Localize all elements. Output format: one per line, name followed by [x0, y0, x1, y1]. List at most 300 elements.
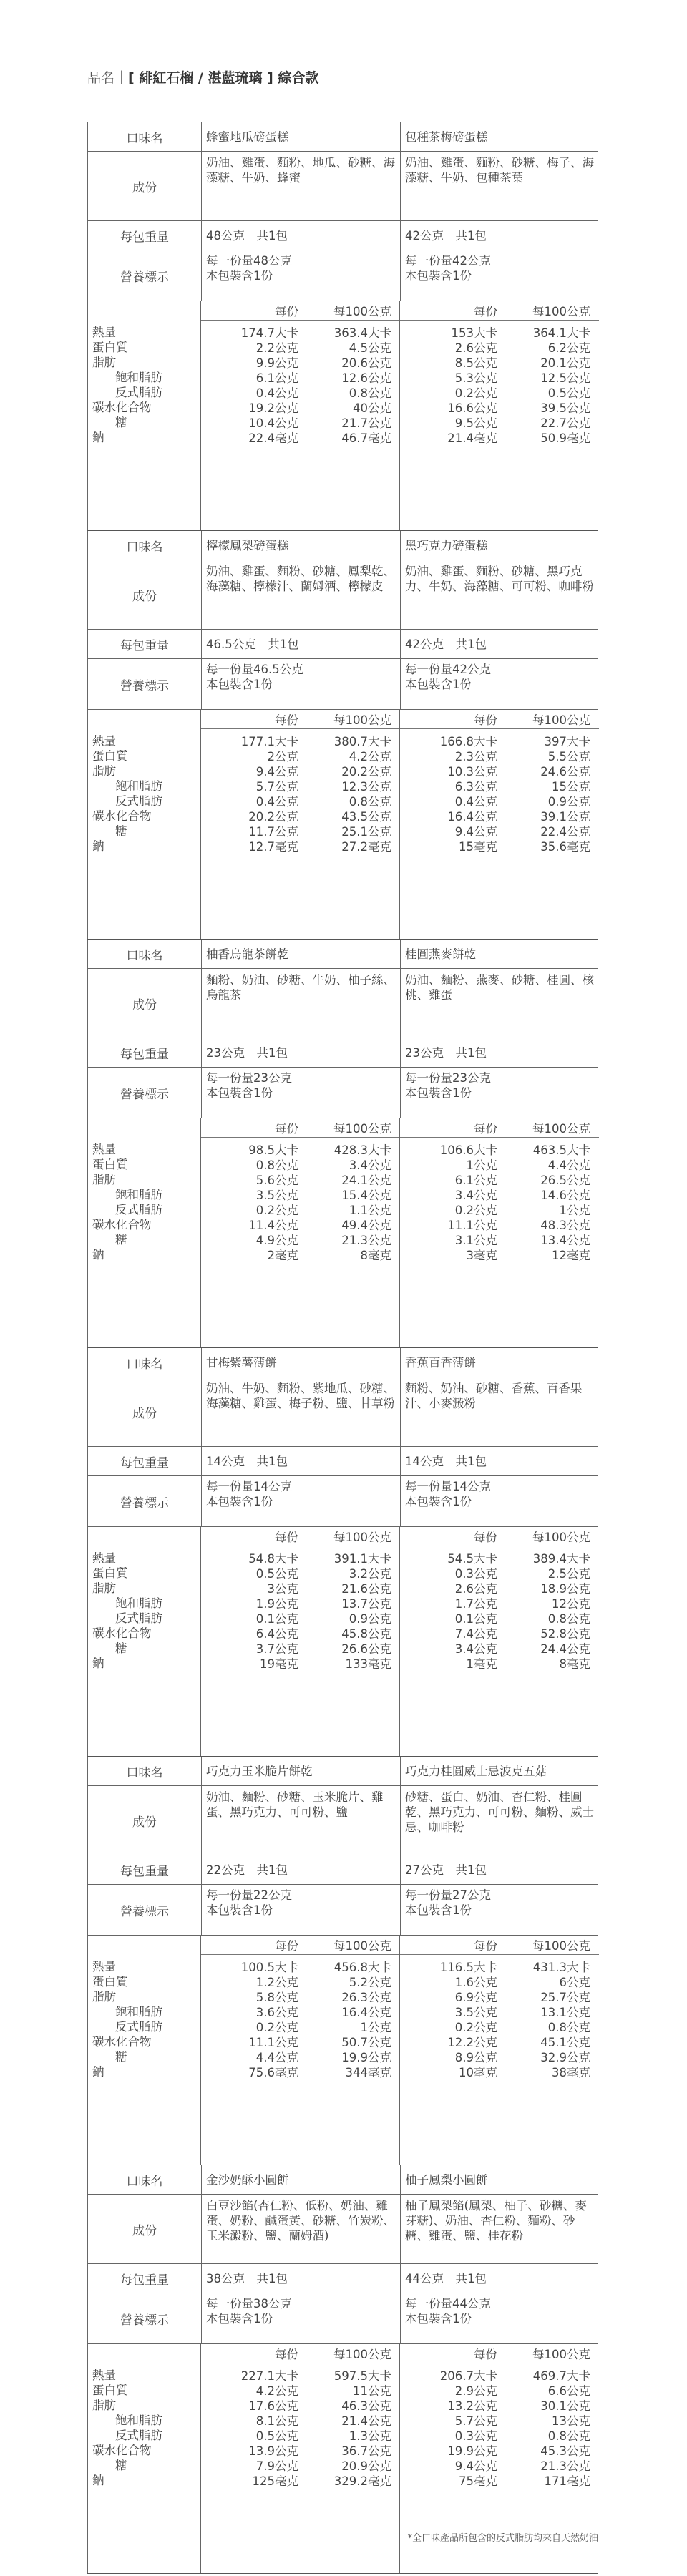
nutrient-label: 蛋白質 [92, 1566, 128, 1580]
per-serving-header: 每份 [474, 305, 497, 318]
per-100g-value: 133毫克 [345, 1657, 391, 1671]
per-100g-value: 27.2毫克 [341, 840, 391, 854]
nutrient-value-row [205, 1143, 395, 1158]
per-serving-value: 2.6公克 [454, 341, 497, 355]
per-serving-value: 6.9公克 [454, 1991, 497, 2004]
per-100g-value: 391.1大卡 [333, 1552, 391, 1566]
nutrient-value-row [404, 1960, 595, 1975]
per-100g-header: 每100公克 [333, 713, 391, 727]
serving-row [87, 250, 598, 301]
nutrient-value-row [205, 809, 395, 824]
nutrient-value-row [404, 839, 595, 854]
nutrient-value-row [205, 1657, 395, 1672]
nutrient-value-row [205, 371, 395, 386]
per-100g-value: 22.7公克 [540, 416, 590, 430]
nutrient-value-row [404, 2444, 595, 2459]
nutrition-values [201, 710, 400, 939]
nutrient-value-row [404, 2065, 595, 2080]
ingredients-label: 成份 [88, 1377, 202, 1446]
per-serving-value: 2.2公克 [255, 341, 298, 355]
nutrient-value-row [404, 1990, 595, 2005]
per-serving-value: 11.1公克 [447, 1219, 497, 1232]
serving-size: 每一份量22公克 [206, 1888, 292, 1902]
flavor-name: 蜂蜜地瓜磅蛋糕 [202, 122, 401, 151]
per-100g-header: 每100公克 [333, 2348, 391, 2361]
serving-info [202, 659, 401, 709]
nutrient-value-row [205, 1581, 395, 1596]
per-100g-value: 45.3公克 [540, 2444, 590, 2458]
per-serving-value: 54.8大卡 [248, 1552, 298, 1566]
nutrition-header [404, 710, 595, 728]
servings-per-pack: 本包裝含1份 [405, 269, 472, 283]
footnote: *全口味產品所包含的反式脂肪均來自天然奶油 [407, 2533, 598, 2544]
nutrient-value-row [205, 1596, 395, 1611]
per-100g-header: 每100公克 [333, 1939, 391, 1953]
per-100g-value: 12.3公克 [341, 780, 391, 794]
per-100g-header: 每100公克 [532, 2348, 590, 2361]
per-serving-value: 206.7大卡 [439, 2369, 497, 2383]
per-100g-value: 13.1公克 [540, 2006, 590, 2019]
nutrient-value-row [404, 1975, 595, 1990]
serving-label: 營養標示 [88, 2293, 202, 2343]
ingredients-text: 奶油、牛奶、麵粉、紫地瓜、砂糖、海藻糖、雞蛋、梅子粉、鹽、甘草粉 [202, 1377, 401, 1446]
per-serving-value: 0.1公克 [454, 1612, 497, 1626]
per-serving-value: 22.4毫克 [248, 431, 298, 445]
nutrition-values [201, 1118, 400, 1347]
per-serving-value: 21.4毫克 [447, 431, 497, 445]
nutrient-label: 熱量 [92, 1143, 116, 1156]
per-100g-value: 25.1公克 [341, 825, 391, 839]
nutrient-value-row [205, 431, 395, 446]
per-serving-header: 每份 [474, 1939, 497, 1953]
per-serving-value: 3.5公克 [454, 2006, 497, 2019]
nutrition-values [400, 1118, 599, 1347]
nutrient-value-row [205, 2429, 395, 2444]
flavor-name: 香蕉百香薄餅 [405, 1355, 476, 1370]
per-100g-value: 45.8公克 [341, 1627, 391, 1641]
per-100g-value: 1.3公克 [349, 2429, 391, 2443]
ingredients-row [87, 151, 598, 220]
per-100g-value: 13.4公克 [540, 1234, 590, 1247]
flavor-row [87, 940, 598, 968]
per-100g-value: 469.7大卡 [532, 2369, 590, 2383]
per-serving-value: 0.1公克 [255, 1612, 298, 1626]
per-serving-header: 每份 [275, 1939, 298, 1953]
per-serving-header: 每份 [474, 2348, 497, 2361]
per-100g-value: 0.5公克 [547, 386, 590, 400]
per-serving-value: 3.4公克 [454, 1189, 497, 1202]
nutrition-header [205, 2344, 395, 2363]
per-serving-value: 1.2公克 [255, 1976, 298, 1989]
flavor-name: 檸檬鳳梨磅蛋糕 [202, 531, 401, 560]
weight-label: 每包重量 [88, 1447, 202, 1475]
nutrient-value-row [404, 2474, 595, 2489]
nutrient-value-row [205, 1566, 395, 1581]
ingredients-label: 成份 [88, 2195, 202, 2263]
flavor-name: 黑巧克力磅蛋糕 [405, 538, 488, 552]
nutrient-value-row [205, 386, 395, 401]
per-100g-value: 380.7大卡 [333, 735, 391, 748]
nutrient-label: 糖 [115, 416, 127, 429]
flavor-name: 柚香烏龍茶餅乾 [202, 940, 401, 968]
per-serving-value: 19.2公克 [248, 401, 298, 415]
nutrient-value-row [404, 1173, 595, 1188]
per-100g-value: 11公克 [353, 2384, 391, 2398]
per-100g-value: 364.1大卡 [532, 326, 590, 340]
serving-size: 每一份量42公克 [405, 254, 491, 268]
nutrient-label: 飽和脂肪 [115, 1188, 162, 1201]
per-serving-header: 每份 [474, 1531, 497, 1544]
product-block [87, 531, 598, 940]
nutrient-label: 碳水化合物 [92, 2035, 152, 2049]
nutrient-value-row [205, 1990, 395, 2005]
ingredients-row [87, 2194, 598, 2263]
nutrient-value-row [205, 416, 395, 431]
ingredients-row [87, 1377, 598, 1446]
per-serving-value: 1.9公克 [255, 1597, 298, 1611]
per-100g-value: 46.3公克 [341, 2399, 391, 2413]
per-100g-value: 20.6公克 [341, 356, 391, 370]
nutrient-label: 反式脂肪 [115, 1203, 162, 1216]
nutrient-labels [88, 1936, 201, 2165]
serving-row [87, 1475, 598, 1526]
per-serving-value: 2公克 [267, 750, 298, 763]
nutrient-label: 脂肪 [92, 2399, 116, 2412]
nutrient-value-row [205, 2020, 395, 2035]
product-name: [ 緋紅石榴 / 湛藍琉璃 ] 綜合款 [128, 70, 319, 86]
per-serving-value: 5.8公克 [255, 1991, 298, 2004]
flavor-row [87, 122, 598, 151]
serving-info [202, 2293, 401, 2343]
servings-per-pack: 本包裝含1份 [206, 678, 273, 691]
per-100g-header: 每100公克 [532, 1939, 590, 1953]
per-serving-value: 3.7公克 [255, 1642, 298, 1656]
serving-info [401, 1885, 600, 1935]
nutrient-value-row [404, 824, 595, 839]
per-100g-value: 5.5公克 [547, 750, 590, 763]
nutrient-labels [88, 301, 201, 530]
nutrition-values [400, 1936, 599, 2165]
per-serving-value: 2.9公克 [454, 2384, 497, 2398]
weight-value: 14公克 共1包 [202, 1447, 401, 1475]
per-100g-value: 171毫克 [544, 2474, 590, 2488]
servings-per-pack: 本包裝含1份 [206, 1086, 273, 1100]
per-serving-value: 54.5大卡 [447, 1552, 497, 1566]
per-serving-value: 6.3公克 [454, 780, 497, 794]
per-100g-value: 5.2公克 [349, 1976, 391, 1989]
nutrient-value-row [404, 809, 595, 824]
per-serving-value: 5.3公克 [454, 371, 497, 385]
nutrient-label: 蛋白質 [92, 2384, 128, 2397]
weight-row [87, 220, 598, 250]
per-serving-value: 7.9公克 [255, 2459, 298, 2473]
per-100g-value: 38毫克 [552, 2066, 590, 2079]
serving-info [401, 2293, 600, 2343]
per-serving-value: 12.2公克 [447, 2036, 497, 2049]
serving-label: 營養標示 [88, 250, 202, 301]
serving-label: 營養標示 [88, 1476, 202, 1526]
serving-size: 每一份量38公克 [206, 2297, 292, 2311]
nutrient-value-row [404, 734, 595, 749]
ingredients-text: 麵粉、奶油、砂糖、牛奶、柚子絲、烏龍茶 [202, 969, 401, 1038]
nutrient-label: 反式脂肪 [115, 1611, 162, 1625]
per-serving-value: 0.4公克 [454, 795, 497, 809]
nutrient-label: 脂肪 [92, 1581, 116, 1595]
per-serving-value: 4.2公克 [255, 2384, 298, 2398]
nutrient-label: 反式脂肪 [115, 794, 162, 808]
weight-value: 44公克 共1包 [405, 2271, 487, 2285]
per-serving-value: 9.4公克 [255, 765, 298, 779]
per-serving-value: 75.6毫克 [248, 2066, 298, 2079]
nutrient-value-row [205, 1218, 395, 1233]
nutrient-label: 糖 [115, 2050, 127, 2064]
per-100g-value: 20.2公克 [341, 765, 391, 779]
nutrient-value-row [404, 1626, 595, 1641]
per-serving-value: 177.1大卡 [240, 735, 298, 748]
per-100g-value: 19.9公克 [341, 2051, 391, 2064]
nutrient-label: 碳水化合物 [92, 2444, 152, 2457]
per-serving-value: 116.5大卡 [439, 1961, 497, 1974]
nutrient-label: 熱量 [92, 1960, 116, 1974]
per-100g-value: 363.4大卡 [333, 326, 391, 340]
servings-per-pack: 本包裝含1份 [206, 2312, 273, 2326]
per-100g-value: 26.6公克 [341, 1642, 391, 1656]
nutrient-value-row [205, 2399, 395, 2414]
flavor-name: 金沙奶酥小圓餅 [202, 2165, 401, 2194]
per-100g-value: 1公克 [559, 1204, 590, 1217]
per-100g-value: 12公克 [552, 1597, 590, 1611]
per-100g-value: 0.9公克 [547, 795, 590, 809]
nutrient-label: 脂肪 [92, 1173, 116, 1186]
serving-size: 每一份量23公克 [405, 1071, 491, 1085]
nutrient-value-row [205, 1203, 395, 1218]
nutrition-header [205, 301, 395, 320]
weight-row [87, 2263, 598, 2293]
per-100g-value: 16.4公克 [341, 2006, 391, 2019]
product-block [87, 1757, 598, 2165]
nutrient-value-row [404, 2399, 595, 2414]
per-serving-value: 153大卡 [451, 326, 497, 340]
ingredients-text: 奶油、雞蛋、麵粉、砂糖、黑巧克力、牛奶、海藻糖、可可粉、咖啡粉 [405, 565, 594, 593]
nutrient-value-row [205, 2459, 395, 2474]
serving-info [202, 1068, 401, 1118]
serving-label: 營養標示 [88, 659, 202, 709]
product-block [87, 2165, 598, 2574]
nutrient-value-row [404, 2414, 595, 2429]
nutrition-table [87, 122, 598, 2574]
nutrient-value-row [205, 839, 395, 854]
nutrient-value-row [404, 1158, 595, 1173]
per-serving-value: 1.6公克 [454, 1976, 497, 1989]
per-100g-value: 49.4公克 [341, 1219, 391, 1232]
per-100g-header: 每100公克 [333, 1531, 391, 1544]
nutrient-value-row [205, 2065, 395, 2080]
per-serving-value: 2.6公克 [454, 1582, 497, 1596]
nutrient-value-row [404, 1143, 595, 1158]
nutrient-label: 反式脂肪 [115, 2429, 162, 2442]
per-100g-value: 428.3大卡 [333, 1143, 391, 1157]
nutrient-label: 飽和脂肪 [115, 2005, 162, 2019]
per-100g-value: 6.2公克 [547, 341, 590, 355]
per-serving-value: 9.5公克 [454, 416, 497, 430]
servings-per-pack: 本包裝含1份 [405, 1495, 472, 1508]
nutrient-value-row [404, 2050, 595, 2065]
serving-row [87, 2293, 598, 2343]
per-100g-value: 40公克 [353, 401, 391, 415]
per-serving-value: 20.2公克 [248, 810, 298, 824]
nutrient-label: 蛋白質 [92, 1975, 128, 1989]
per-serving-value: 1.7公克 [454, 1597, 497, 1611]
servings-per-pack: 本包裝含1份 [405, 1086, 472, 1100]
per-serving-value: 106.6大卡 [439, 1143, 497, 1157]
nutrient-value-row [205, 401, 395, 416]
serving-info [202, 1885, 401, 1935]
per-serving-value: 10.3公克 [447, 765, 497, 779]
flavor-name: 巧克力桂圓威士忌波克五菇 [405, 1764, 547, 1778]
nutrient-label: 蛋白質 [92, 1158, 128, 1171]
nutrient-value-row [205, 764, 395, 779]
per-serving-value: 13.2公克 [447, 2399, 497, 2413]
flavor-label: 口味名 [88, 940, 202, 968]
serving-row [87, 658, 598, 709]
per-serving-value: 3公克 [267, 1582, 298, 1596]
ingredients-row [87, 968, 598, 1038]
nutrient-value-row [205, 1611, 395, 1626]
nutrient-label: 反式脂肪 [115, 386, 162, 399]
per-serving-value: 4.4公克 [255, 2051, 298, 2064]
nutrition-row [87, 709, 598, 939]
servings-per-pack: 本包裝含1份 [206, 1903, 273, 1917]
serving-size: 每一份量23公克 [206, 1071, 292, 1085]
ingredients-text: 奶油、麵粉、燕麥、砂糖、桂圓、核桃、雞蛋 [405, 973, 594, 1002]
nutrition-row [87, 1935, 598, 2165]
nutrient-value-row [205, 1233, 395, 1248]
per-100g-value: 52.8公克 [540, 1627, 590, 1641]
product-block [87, 122, 598, 531]
per-serving-value: 9.9公克 [255, 356, 298, 370]
nutrition-values [400, 1527, 599, 1756]
nutrient-value-row [205, 356, 395, 371]
per-serving-header: 每份 [275, 2348, 298, 2361]
product-block [87, 940, 598, 1348]
per-serving-value: 0.2公克 [454, 2021, 497, 2034]
nutrition-values [201, 1936, 400, 2165]
per-100g-value: 344毫克 [345, 2066, 391, 2079]
per-serving-value: 2.3公克 [454, 750, 497, 763]
per-100g-value: 6公克 [559, 1976, 590, 1989]
nutrient-label: 糖 [115, 824, 127, 838]
nutrient-value-row [205, 2414, 395, 2429]
servings-per-pack: 本包裝含1份 [405, 2312, 472, 2326]
nutrition-header [205, 1936, 395, 1954]
nutrient-value-row [404, 1233, 595, 1248]
nutrient-label: 鈉 [92, 1248, 104, 1262]
per-serving-value: 1毫克 [466, 1657, 497, 1671]
ingredients-text: 奶油、雞蛋、麵粉、砂糖、鳳梨乾、海藻糖、檸檬汁、蘭姆酒、檸檬皮 [202, 560, 401, 629]
per-100g-value: 39.1公克 [540, 810, 590, 824]
per-100g-value: 2.5公克 [547, 1567, 590, 1581]
weight-row [87, 629, 598, 658]
weight-label: 每包重量 [88, 221, 202, 250]
per-100g-value: 35.6毫克 [540, 840, 590, 854]
per-serving-value: 5.7公克 [454, 2414, 497, 2428]
per-serving-value: 8.9公克 [454, 2051, 497, 2064]
nutrient-value-row [205, 2444, 395, 2459]
per-serving-header: 每份 [474, 713, 497, 727]
per-100g-header: 每100公克 [532, 305, 590, 318]
per-100g-value: 20.9公克 [341, 2459, 391, 2473]
weight-label: 每包重量 [88, 1038, 202, 1067]
ingredients-label: 成份 [88, 1786, 202, 1855]
nutrition-row [87, 1526, 598, 1756]
nutrition-header [404, 2344, 595, 2363]
serving-size: 每一份量42公克 [405, 663, 491, 676]
flavor-name: 甘梅紫薯薄餅 [202, 1348, 401, 1377]
serving-label: 營養標示 [88, 1885, 202, 1935]
per-serving-value: 2毫克 [267, 1249, 298, 1262]
nutrition-header [205, 1118, 395, 1137]
per-100g-header: 每100公克 [333, 1122, 391, 1136]
nutrient-value-row [404, 1611, 595, 1626]
per-100g-value: 45.1公克 [540, 2036, 590, 2049]
ingredients-text: 麵粉、奶油、砂糖、香蕉、百香果汁、小麥澱粉 [405, 1382, 583, 1410]
per-serving-header: 每份 [275, 1122, 298, 1136]
per-100g-value: 456.8大卡 [333, 1961, 391, 1974]
per-serving-header: 每份 [474, 1122, 497, 1136]
per-serving-value: 0.4公克 [255, 386, 298, 400]
per-serving-value: 4.9公克 [255, 1234, 298, 1247]
per-serving-value: 19.9公克 [447, 2444, 497, 2458]
per-100g-value: 48.3公克 [540, 1219, 590, 1232]
flavor-row [87, 531, 598, 560]
nutrient-value-row [404, 2005, 595, 2020]
per-serving-value: 1公克 [466, 1158, 497, 1172]
per-100g-value: 4.2公克 [349, 750, 391, 763]
per-100g-value: 21.3公克 [540, 2459, 590, 2473]
nutrition-values [201, 1527, 400, 1756]
per-serving-value: 3.5公克 [255, 1189, 298, 1202]
per-100g-value: 14.6公克 [540, 1189, 590, 1202]
nutrient-value-row [205, 824, 395, 839]
nutrition-header [404, 1527, 595, 1546]
nutrient-value-row [404, 386, 595, 401]
weight-value: 27公克 共1包 [405, 1863, 487, 1877]
ingredients-label: 成份 [88, 560, 202, 629]
serving-info [401, 1476, 600, 1526]
per-serving-value: 15毫克 [459, 840, 497, 854]
per-100g-value: 39.5公克 [540, 401, 590, 415]
weight-value: 42公克 共1包 [405, 637, 487, 651]
flavor-name: 巧克力玉米脆片餅乾 [202, 1757, 401, 1785]
weight-value: 14公克 共1包 [405, 1454, 487, 1468]
per-serving-value: 19毫克 [260, 1657, 298, 1671]
weight-value: 42公克 共1包 [405, 228, 487, 243]
per-serving-value: 0.8公克 [255, 1158, 298, 1172]
nutrient-value-row [404, 1596, 595, 1611]
per-serving-value: 0.4公克 [255, 795, 298, 809]
nutrition-header [205, 1527, 395, 1546]
per-100g-value: 20.1公克 [540, 356, 590, 370]
per-100g-value: 0.8公克 [547, 2429, 590, 2443]
nutrition-row [87, 1118, 598, 1347]
nutrient-label: 碳水化合物 [92, 1218, 152, 1231]
ingredients-text: 奶油、雞蛋、麵粉、砂糖、梅子、海藻糖、牛奶、包種茶葉 [405, 156, 594, 185]
flavor-name: 包種茶梅磅蛋糕 [405, 130, 488, 144]
per-serving-value: 0.2公克 [255, 1204, 298, 1217]
serving-size: 每一份量27公克 [405, 1888, 491, 1902]
weight-value: 48公克 共1包 [202, 221, 401, 250]
nutrient-value-row [404, 2429, 595, 2444]
